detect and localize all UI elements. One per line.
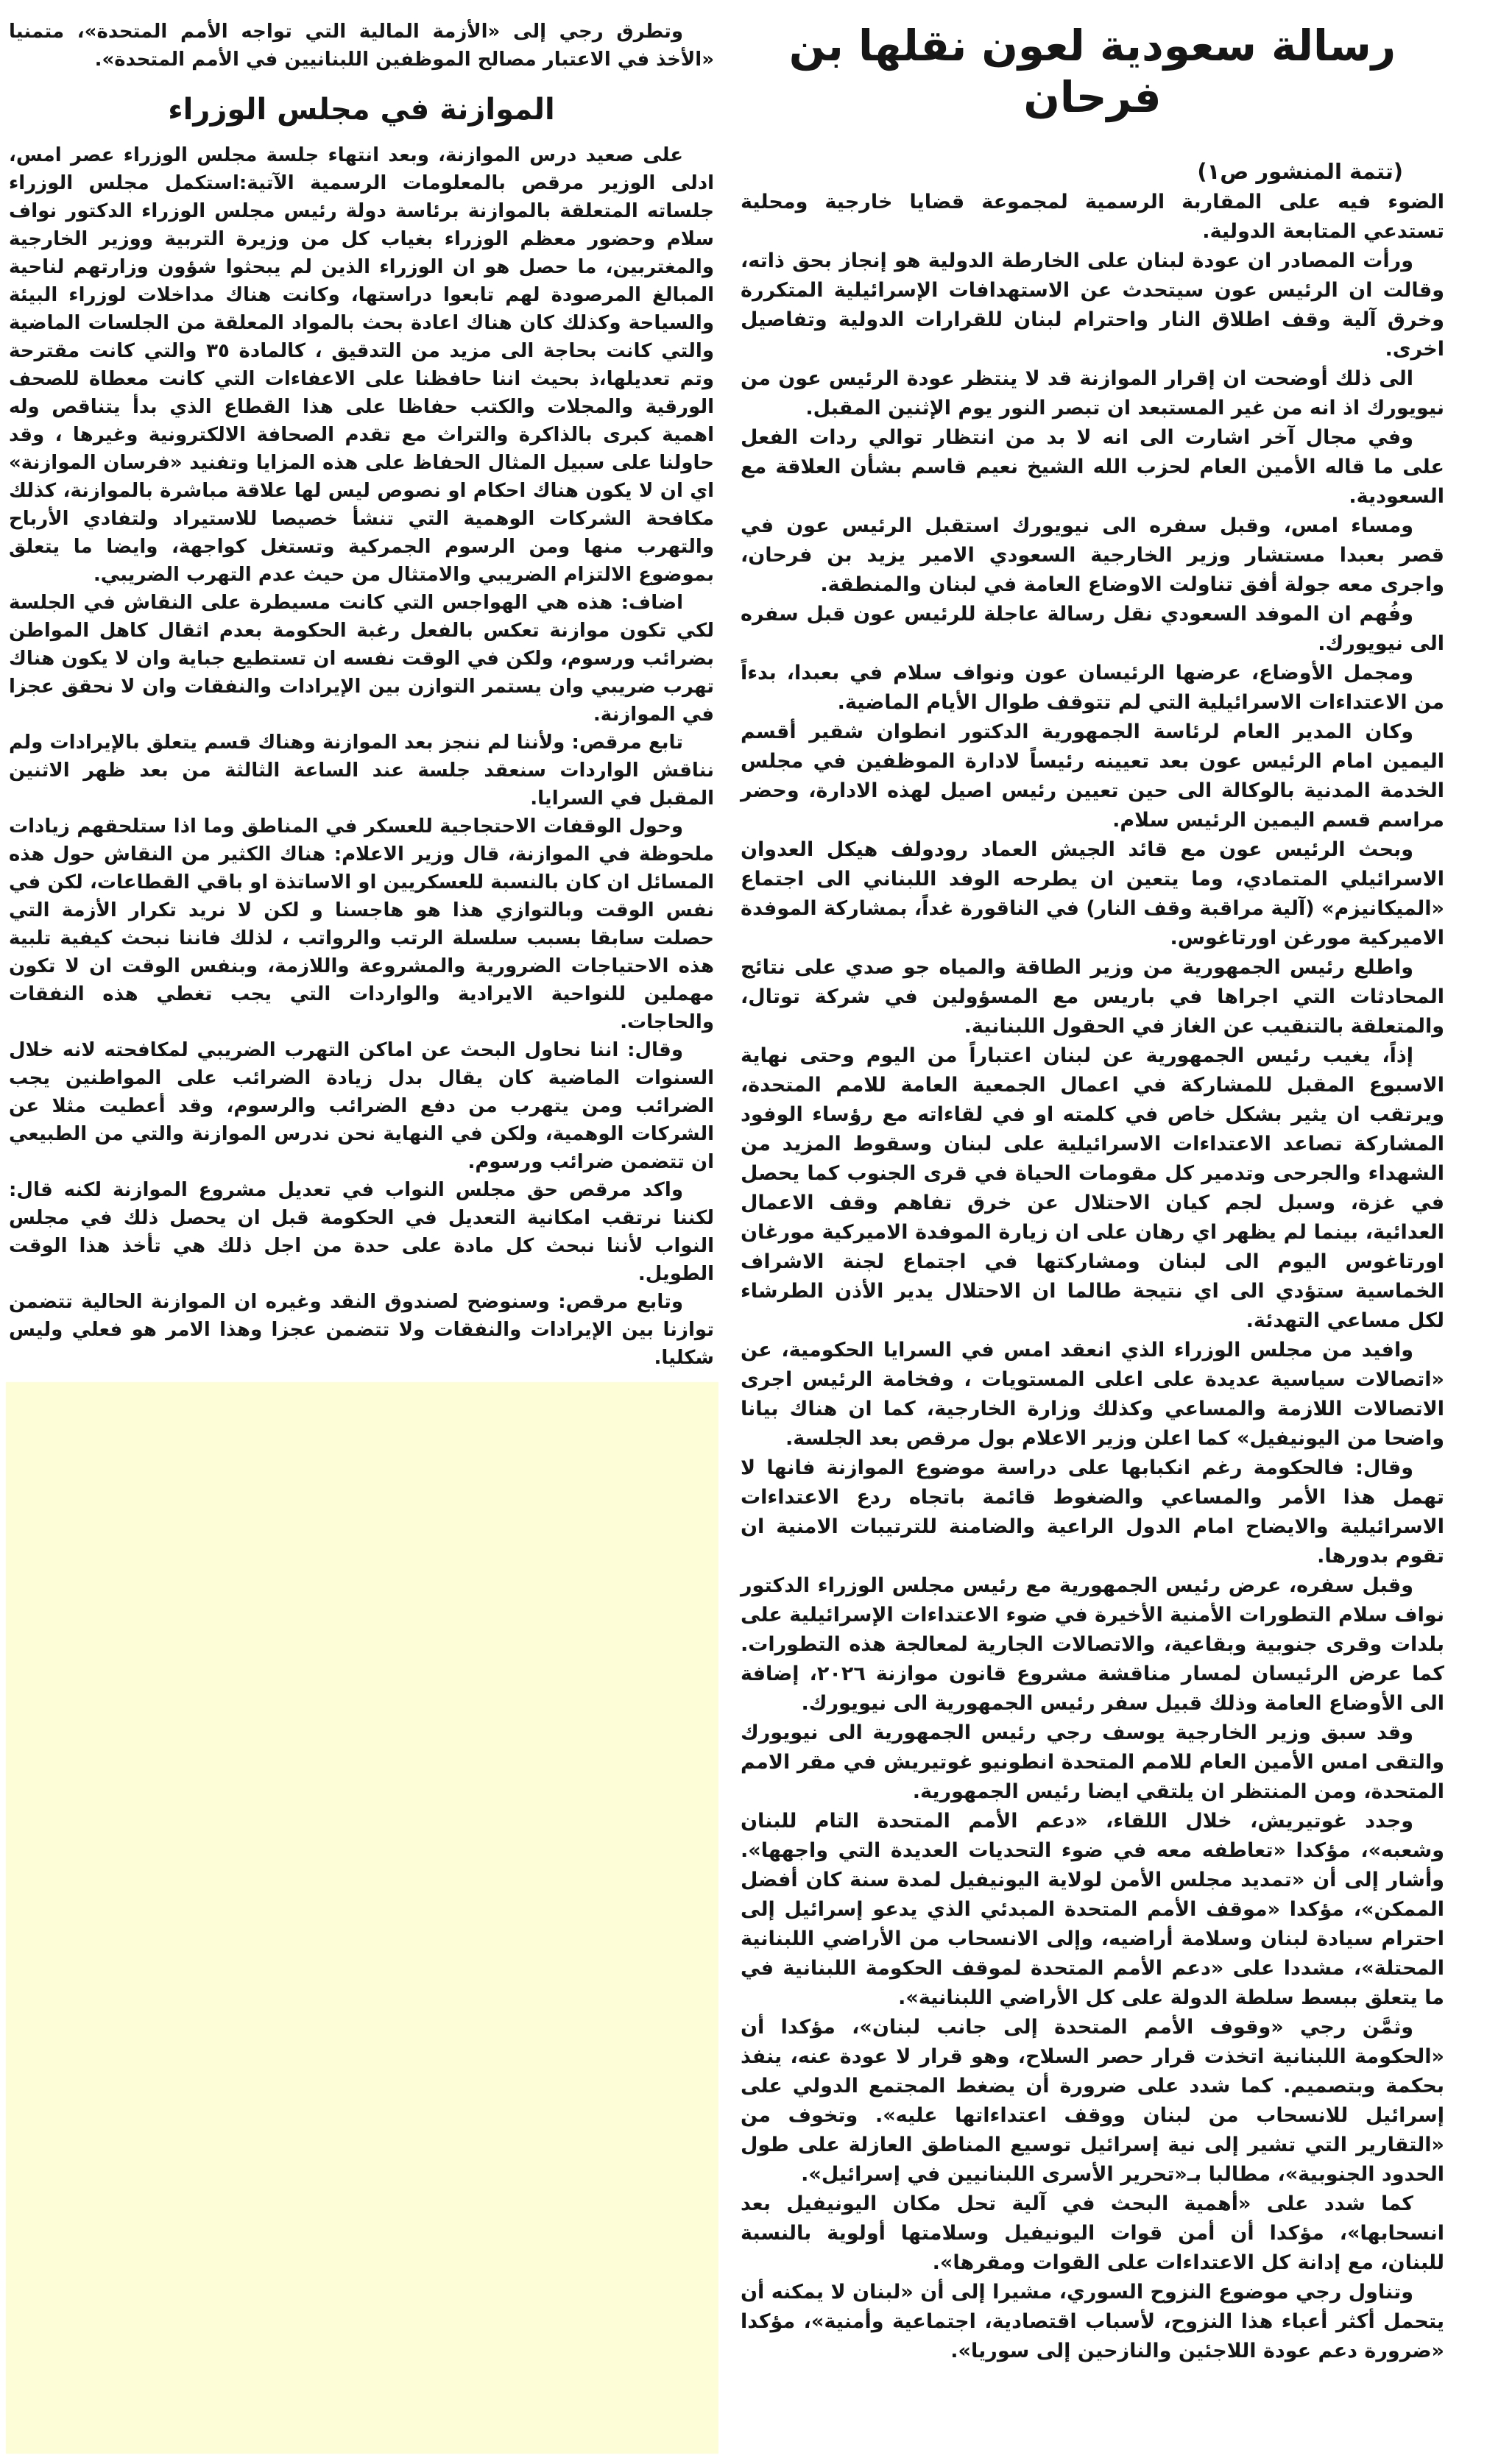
article-paragraph: ومساء امس، وقبل سفره الى نيويورك استقبل الرئيس عون في قصر بعبدا مستشار وزير الخارجية السعودي الامير يزيد بن فرحان، واجرى معه جولة أفق تناولت الاوضاع العامة في لبنان والمنطقة. (741, 514, 1444, 597)
article-paragraph: ورأت المصادر ان عودة لبنان على الخارطة الدولية هو إنجاز بحق ذاته، وقالت ان الرئيس عون سيتحدث عن الاستهدافات الإسرائيلية المتكررة وخرق آلية وقف اطلاق النار واحترام لبنان للقرارات الدولية وتفاصيل اخرى. (741, 249, 1444, 361)
article-paragraph: وقال: فالحكومة رغم انكبابها على دراسة موضوع الموازنة فانها لا تهمل هذا الأمر والمساعي والضغوط قائمة باتجاه ردع الاعتداءات الاسرائيلية والايضاح امام الدول الراعية والضامنة للترتيبات الامنية ان تقوم بدورها. (741, 1456, 1444, 1568)
highlighted-empty-region (6, 1382, 718, 2454)
article-paragraph: ومجمل الأوضاع، عرضها الرئيسان عون ونواف سلام في بعبدا، بدءاً من الاعتداءات الاسرائيلية التي لم تتوقف طوال الأيام الماضية. (741, 662, 1444, 715)
article-paragraph: واطلع رئيس الجمهورية من وزير الطاقة والمياه جو صدي على نتائج المحادثات التي اجراها في باريس مع المسؤولين في شركة توتال، والمتعلقة بالتنقيب عن الغاز في الحقول اللبنانية. (741, 956, 1444, 1038)
article-headline: رسالة سعودية لعون نقلها بن فرحان (788, 21, 1396, 122)
continuation-note: (تتمة المنشور ص١) (1197, 159, 1403, 185)
article-paragraph: وتابع مرقص: وسنوضح لصندوق النقد وغيره ان الموازنة الحالية تتضمن توازنا بين الإيرادات والنفقات ولا تتضمن عجزا وهذا الامر هو فعلي وليس شكليا. (9, 1291, 714, 1369)
article-main-column (741, 13, 1444, 2366)
article-paragraph: وثمَّن رجي «وقوف الأمم المتحدة إلى جانب لبنان»، مؤكدا أن «الحكومة اللبنانية اتخذت قرار حصر السلاح، وهو قرار لا عودة عنه، ينفذ بحكمة وبتصميم. كما شدد على ضرورة أن يضغط المجتمع الدولي على إسرائيل للانسحاب من لبنان ووقف اعتداءاتها عليه». وتخوف من «التقارير التي تشير إلى نية إسرائيل توسيع المناطق العازلة على طول الحدود الجنوبية»، مطالبا بـ«تحرير الأسرى اللبنانيين في إسرائيل». (741, 2016, 1444, 2187)
article-paragraph: وجدد غوتيريش، خلال اللقاء، «دعم الأمم المتحدة التام للبنان وشعبه»، مؤكدا «تعاطفه معه في ضوء التحديات العديدة التي واجهها». وأشار إلى أن «تمديد مجلس الأمن لولاية اليونيفيل لمدة سنة كان أفضل الممكن»، مؤكدا «موقف الأمم المتحدة المبدئي الذي يدعو إسرائيل إلى احترام سيادة لبنان وسلامة أراضيه، وإلى الانسحاب من الأراضي اللبنانية المحتلة»، مشددا على «دعم الأمم المتحدة لموقف الحكومة اللبنانية في ما يتعلق ببسط سلطة الدولة على كل الأراضي اللبنانية». (741, 1810, 1444, 2010)
article-paragraph: وفُهم ان الموفد السعودي نقل رسالة عاجلة للرئيس عون قبل سفره الى نيويورك. (741, 603, 1444, 656)
article-paragraph: وكان المدير العام لرئاسة الجمهورية الدكتور انطوان شقير أقسم اليمين امام الرئيس عون بعد تعيينه رئيساً لادارة الموظفين في مجلس الخدمة المدنية بالوكالة الى حين تعيين رئيس اصيل لهذه الادارة، وحضر مراسم قسم اليمين الرئيس سلام. (741, 721, 1444, 832)
article-paragraph: اضاف: هذه هي الهواجس التي كانت مسيطرة على النقاش في الجلسة لكي تكون موازنة تعكس بالفعل رغبة الحكومة بعدم اثقال كاهل المواطن بضرائب ورسوم، ولكن في الوقت نفسه ان تستطيع جباية وان لا يكون هناك تهرب ضريبي وان يستمر التوازن بين الإيرادات والنفقات وان لا نحقق عجزا في الموازنة. (9, 592, 714, 726)
article-paragraph: وفي مجال آخر اشارت الى انه لا بد من انتظار توالي ردات الفعل على ما قاله الأمين العام لحزب الله الشيخ نعيم قاسم بشأن العلاقة مع السعودية. (741, 426, 1444, 509)
article-paragraph: وافيد من مجلس الوزراء الذي انعقد امس في السرايا الحكومية، عن «اتصالات سياسية عديدة على اعلى المستويات ، وفخامة الرئيس اجرى الاتصالات اللازمة والمساعي وكذلك وزارة الخارجية، كما ان هناك بيانا واضحا من اليونيفيل» كما اعلن وزير الاعلام بول مرقص بعد الجلسة. (741, 1339, 1444, 1451)
article-paragraph: الى ذلك أوضحت ان إقرار الموازنة قد لا ينتظر عودة الرئيس عون من نيويورك اذ انه من غير المستبعد ان تبصر النور يوم الإثنين المقبل. (741, 367, 1444, 420)
article-paragraph: كما شدد على «أهمية البحث في آلية تحل مكان اليونيفيل بعد انسحابها»، مؤكدا أن أمن قوات اليونيفيل وسلامتها أولوية بالنسبة للبنان، مع إدانة كل الاعتداءات على القوات ومقرها». (741, 2192, 1444, 2275)
article-paragraph: وحول الوقفات الاحتجاجية للعسكر في المناطق وما اذا ستلحقهم زيادات ملحوظة في الموازنة، قال وزير الاعلام: هناك الكثير من النقاش حول هذه المسائل ان كان بالنسبة للعسكريين او الاساتذة او باقي القطاعات، لكن في نفس الوقت وبالتوازي هذا هو هاجسنا و لكن لا نريد تكرار الأزمة التي حصلت سابقا بسبب سلسلة الرتب والرواتب ، لذلك فاننا نبحث كيفية تلبية هذه الاحتياجات الضرورية والمشروعة واللازمة، وبنفس الوقت ان لا تكون مهملين للنواحية الايرادية والواردات التي يجب تغطي هذه النفقات والحاجات. (9, 815, 714, 1033)
article-paragraph: إذاً، يغيب رئيس الجمهورية عن لبنان اعتباراً من اليوم وحتى نهاية الاسبوع المقبل للمشاركة في اعمال الجمعية العامة للامم المتحدة، ويرتقب ان يثير بشكل خاص في كلمته او في لقاءاته مع رؤساء الوفود المشاركة تصاعد الاعتداءات الاسرائيلية على لبنان وسقوط المزيد من الشهداء والجرحى وتدمير كل مقومات الحياة في قرى الجنوب كما يحصل في غزة، وسبل لجم كيان الاحتلال عن خرق تفاهم وقف الاعمال العدائية، بينما لم يظهر اي رهان على ان زيارة الموفدة الاميركية مورغان اورتاغوس اليوم الى لبنان ومشاركتها في اجتماع لجنة الاشراف الخماسية ستؤدي الى اي نتيجة طالما ان الاحتلال يدير الأذن الطرشاء لكل مساعي التهدئة. (741, 1044, 1444, 1333)
article-paragraph: واكد مرقص حق مجلس النواب في تعديل مشروع الموازنة لكنه قال: لكننا نرتقب امكانية التعديل في الحكومة قبل ان يحصل ذلك في مجلس النواب لأننا نبحث كل مادة على حدة من اجل ذلك هي تأخذ هذا الوقت الطويل. (9, 1179, 714, 1285)
article-paragraph: وقد سبق وزير الخارجية يوسف رجي رئيس الجمهورية الى نيويورك والتقى امس الأمين العام للامم المتحدة انطونيو غوتيريش في مقر الامم المتحدة، ومن المنتظر ان يلتقي ايضا رئيس الجمهورية. (741, 1721, 1444, 1804)
article-paragraph: وقبل سفره، عرض رئيس الجمهورية مع رئيس مجلس الوزراء الدكتور نواف سلام التطورات الأمنية الأخيرة في ضوء الاعتداءات الإسرائيلية على بلدات وقرى جنوبية وبقاعية، والاتصالات الجارية لمعالجة هذه التطورات. كما عرض الرئيسان لمسار مناقشة مشروع قانون موازنة ٢٠٢٦، إضافة الى الأوضاع العامة وذلك قبيل سفر رئيس الجمهورية الى نيويورك. (741, 1574, 1444, 1716)
article-paragraph: على صعيد درس الموازنة، وبعد انتهاء جلسة مجلس الوزراء عصر امس، ادلى الوزير مرقص بالمعلومات الرسمية الآتية:استكمل مجلس الوزراء جلساته المتعلقة بالموازنة برئاسة دولة رئيس مجلس الوزراء الدكتور نواف سلام وحضور معظم الوزراء بغياب كل من وزيرة التربية ووزير الخارجية والمغتربين، ما حصل هو ان الوزراء الذين لم يبحثوا شؤون وزارتهم لناحية المبالغ المرصودة لهم تابعوا دراستها، وكانت هناك مداخلات لوزراء البيئة والسياحة وكذلك كان هناك اعادة بحث بالمواد المعلقة من الجلسات الماضية والتي كانت بحاجة الى مزيد من التدقيق ، كالمادة ٣٥ والتي كانت مقترحة وتم تعديلها،ذ بحيث اننا حافظنا على الاعفاءات التي كانت معطاة للصحف الورقية والمجلات والكتب حفاظا على هذا القطاع الذي بدأ يتناقص وله اهمية كبرى بالذاكرة والتراث مع تقدم الصحافة الالكترونية وغيرها ، وقد حاولنا على سبيل المثال الحفاظ على هذه المزايا وتفنيد «فرسان الموازنة» اي ان لا يكون هناك احكام او نصوص ليس لها علاقة مباشرة بالموازنة، كذلك مكافحة الشركات الوهمية التي تنشأ خصيصا للاستيراد ولتفادي الأرباح والتهرب منها ومن الرسوم الجمركية وتستغل كواجهة، وايضا ما يتعلق بموضوع الالتزام الضريبي والامتثال من حيث عدم التهرب الضريبي. (9, 144, 714, 586)
article-continuation-column (9, 18, 714, 2455)
article-paragraph: وقال: اننا نحاول البحث عن اماكن التهرب الضريبي لمكافحته لانه خلال السنوات الماضية كان يقال بدل زيادة الضرائب على المواطنين يجب الضرائب ومن يتهرب من دفع الضرائب والرسوم، وقد أعطيت مثلا عن الشركات الوهمية، ولكن في النهاية نحن ندرس الموازنة والتي من الطبيعي ان تتضمن ضرائب ورسوم. (9, 1039, 714, 1173)
article-paragraph: وبحث الرئيس عون مع قائد الجيش العماد رودولف هيكل العدوان الاسرائيلي المتمادي، وما يتعين ان يطرحه الوفد اللبناني الى اجتماع «الميكانيزم» (آلية مراقبة وقف النار) في الناقورة غداً، بمشاركة الموفدة الاميركية مورغن اورتاغوس. (741, 838, 1444, 950)
section-subheading: الموازنة في مجلس الوزراء (168, 93, 555, 127)
article-paragraph: وتطرق رجي إلى «الأزمة المالية التي تواجه الأمم المتحدة»، متمنيا «الأخذ في الاعتبار مصالح الموظفين اللبنانيين في الأمم المتحدة». (9, 21, 714, 71)
article-paragraph: تابع مرقص: ولأننا لم ننجز بعد الموازنة وهناك قسم يتعلق بالإيرادات ولم نناقش الواردات سنعقد جلسة عند الساعة الثالثة من بعد ظهر الاثنين المقبل في السرايا. (9, 732, 714, 810)
article-paragraph: الضوء فيه على المقاربة الرسمية لمجموعة قضايا خارجية ومحلية تستدعي المتابعة الدولية. (741, 191, 1444, 244)
article-paragraph: وتناول رجي موضوع النزوح السوري، مشيرا إلى أن «لبنان لا يمكنه أن يتحمل أكثر أعباء هذا النزوح، لأسباب اقتصادية، اجتماعية وأمنية»، مؤكدا «ضرورة دعم عودة اللاجئين والنازحين إلى سوريا». (741, 2281, 1444, 2363)
